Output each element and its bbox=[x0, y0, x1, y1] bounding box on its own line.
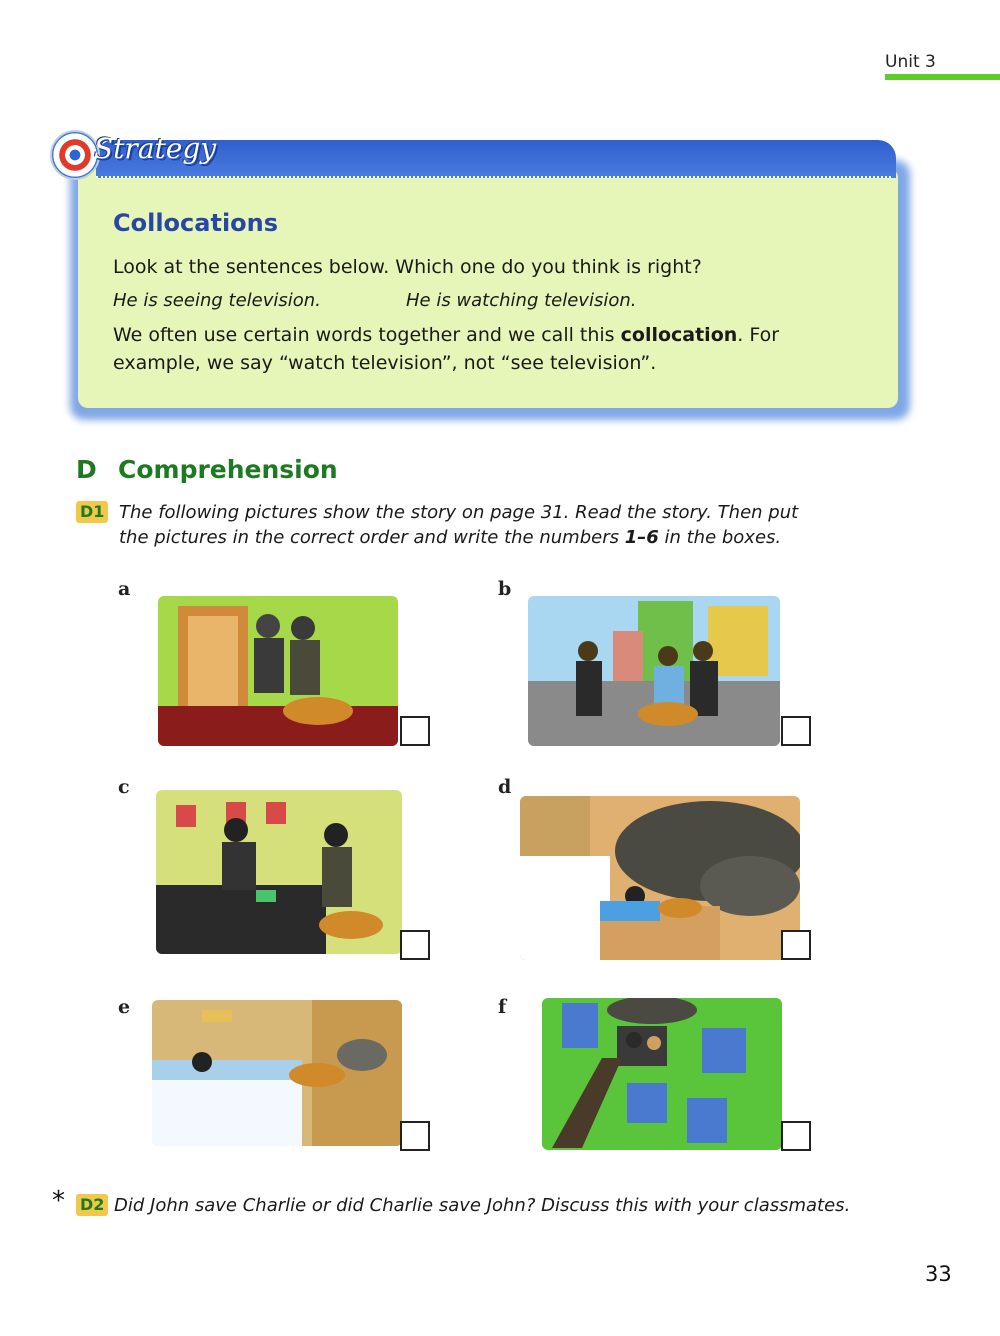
page-number: 33 bbox=[925, 1262, 952, 1286]
instruction-text: the pictures in the correct order and write the numbers bbox=[119, 527, 625, 548]
collocation-bold: collocation bbox=[620, 324, 738, 346]
answer-box-d[interactable] bbox=[781, 930, 811, 960]
d1-instruction-line2 bbox=[119, 527, 781, 548]
instruction-text-end: in the boxes. bbox=[658, 527, 782, 548]
example-wrong: He is seeing television. bbox=[113, 290, 321, 311]
picture-f bbox=[542, 998, 782, 1150]
strategy-question: Look at the sentences below. Which one do you think is right? bbox=[113, 256, 702, 278]
strategy-title: Collocations bbox=[113, 209, 279, 237]
picture-letter-a: a bbox=[118, 578, 131, 600]
d2-question: Did John save Charlie or did Charlie save John? Discuss this with your classmates. bbox=[114, 1195, 851, 1216]
d1-tag: D1 bbox=[76, 501, 108, 523]
section-letter: D bbox=[76, 455, 97, 484]
challenge-star-icon: * bbox=[52, 1186, 65, 1216]
d2-tag: D2 bbox=[76, 1194, 108, 1216]
d1-instruction-line1: The following pictures show the story on page 31. Read the story. Then put bbox=[119, 502, 799, 523]
answer-box-a[interactable] bbox=[400, 716, 430, 746]
picture-letter-f: f bbox=[498, 996, 507, 1018]
strategy-badge-label: Strategy bbox=[94, 132, 217, 165]
picture-letter-c: c bbox=[118, 776, 130, 798]
answer-box-b[interactable] bbox=[781, 716, 811, 746]
strategy-paragraph-line1 bbox=[113, 324, 779, 346]
numbers-range: 1–6 bbox=[624, 527, 659, 548]
picture-letter-d: d bbox=[498, 776, 512, 798]
unit-label: Unit 3 bbox=[885, 52, 936, 72]
answer-box-f[interactable] bbox=[781, 1121, 811, 1151]
picture-c bbox=[156, 790, 402, 954]
paragraph-text-end: . For bbox=[737, 324, 780, 346]
picture-letter-b: b bbox=[498, 578, 512, 600]
answer-box-e[interactable] bbox=[400, 1121, 430, 1151]
section-title: Comprehension bbox=[118, 455, 338, 484]
target-icon bbox=[50, 130, 100, 180]
picture-b bbox=[528, 596, 780, 746]
picture-d bbox=[520, 796, 800, 960]
paragraph-text: We often use certain words together and we call this bbox=[113, 324, 621, 346]
strategy-badge bbox=[42, 124, 240, 180]
strategy-paragraph-line2: example, we say “watch television”, not “see television”. bbox=[113, 352, 657, 374]
picture-e bbox=[152, 1000, 402, 1146]
example-right: He is watching television. bbox=[406, 290, 637, 311]
unit-underline bbox=[885, 74, 1000, 80]
picture-letter-e: e bbox=[118, 996, 131, 1018]
picture-a bbox=[158, 596, 398, 746]
answer-box-c[interactable] bbox=[400, 930, 430, 960]
